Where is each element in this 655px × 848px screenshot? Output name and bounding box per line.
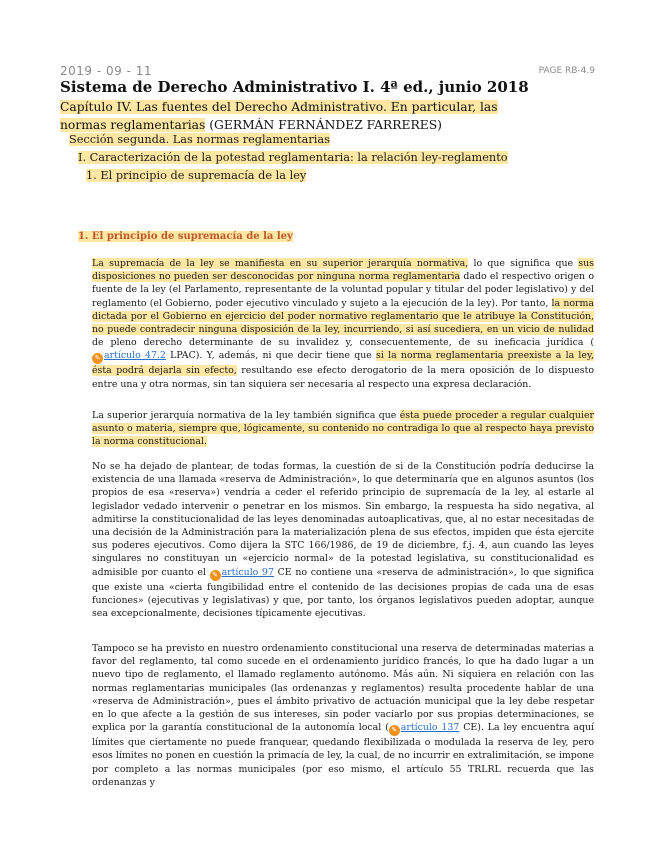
breadcrumb-section-label: Sección segunda. Las normas reglamentarias bbox=[69, 133, 330, 146]
document-date: 2019 - 09 - 11 bbox=[60, 64, 152, 78]
paragraph-3 bbox=[92, 460, 594, 620]
reference-link[interactable]: artículo 137 bbox=[400, 722, 460, 734]
pencil-icon: ✎ bbox=[210, 570, 221, 581]
legal-reference[interactable] bbox=[210, 567, 274, 578]
highlight: sus disposiciones no pueden ser desconocidas por ninguna norma reglamentaria bbox=[92, 258, 594, 283]
breadcrumb-subsection[interactable] bbox=[78, 151, 508, 164]
legal-reference[interactable] bbox=[92, 350, 166, 361]
pencil-icon: ✎ bbox=[389, 725, 400, 736]
breadcrumb-subsection-label: I. Caracterización de la potestad reglamentaria: la relación ley-reglamento bbox=[78, 151, 508, 164]
breadcrumb-section[interactable] bbox=[69, 133, 330, 146]
text: No se ha dejado de plantear, de todas formas, la cuestión de si de la Constitución podría deducirse la existencia de una llamada «reserva de Administración», lo que determinaría que en algunos asuntos (los propios de esa «reserva») vendría a ceder el referido principio de supremacía de la ley, al estarle al legislador vedado intervenir o penetrar en los mismos. Sin embargo, la respuesta ha sido negativa, al admitirse la constitucionalidad de las leyes denominadas autoaplicativas, que, al no estar necesitadas de una decisión de la Administración para la materialización plena de sus efectos, impiden que ésta ejercite sus poderes ejecutivos. Como dijera la STC 166/1986, de 19 de diciembre, f.j. 4, aun cuando las leyes singulares no constituyan un «ejercicio normal» de la potestad legislativa, su constitucionalidad es admisible por cuanto el bbox=[92, 461, 594, 578]
text: CE). La ley encuentra aquí límites que ciertamente no puede franquear, quedando flexibilizada o modulada la reserva de ley, pero esos límites no ponen en cuestión la primacía de ley, la cual, de no incurrir en extralimitación, se impone por completo a las normas municipales (por eso mismo, el artículo 55 TRLRL recuerda que las ordenanzas y bbox=[92, 722, 594, 788]
paragraph-1 bbox=[92, 257, 594, 391]
highlight: la norma dictada por el Gobierno en ejercicio del poder normativo reglamentario que le atribuye la Constitución, no puede contradecir ninguna disposición de la ley, incurriendo, si así sucediera, en un vicio de nulidad bbox=[92, 297, 594, 336]
pencil-icon: ✎ bbox=[92, 353, 103, 364]
text: LPAC). Y, además, ni que decir tiene que bbox=[165, 350, 377, 362]
breadcrumb-item-label: 1. El principio de supremacía de la ley bbox=[86, 169, 307, 182]
paragraph-4 bbox=[92, 642, 594, 789]
book-title: Sistema de Derecho Administrativo I. 4ª ed., junio 2018 bbox=[60, 78, 529, 96]
section-heading-label: 1. El principio de supremacía de la ley bbox=[78, 231, 293, 242]
highlight: ésta puede proceder a regular cualquier asunto o materia, siempre que, lógicamente, su contenido no contradiga lo que al respecto haya previsto la norma constitucional. bbox=[92, 410, 594, 448]
highlight: si la norma reglamentaria preexiste a la ley, ésta podrá dejarla sin efecto, bbox=[92, 350, 594, 377]
chapter-title: Capítulo IV. Las fuentes del Derecho Administrativo. En particular, las normas reglamentarias bbox=[60, 100, 498, 132]
chapter-author: (GERMÁN FERNÁNDEZ FARRERES) bbox=[209, 118, 442, 132]
reference-link[interactable]: artículo 97 bbox=[221, 566, 274, 578]
section-heading bbox=[78, 231, 293, 242]
text: resultando ese efecto derogatorio de la mera oposición de lo dispuesto entre una y otra normas, sin tan siquiera ser necesaria al respecto una expresa declaración. bbox=[92, 365, 594, 390]
text: Tampoco se ha previsto en nuestro ordenamiento constitucional una reserva de determinadas materias a favor del reglamento, tal como sucede en el ordenamiento jurídico francés, lo que ha dado lugar a un nuevo tipo de reglamento, el llamado reglamento autónomo. Más aún. Ni siquiera en relación con las normas reglamentarias municipales (las ordenanzas y reglamentos) resulta procedente hablar de una «reserva de Administración», pues el ámbito privativo de actuación municipal que la ley debe respetar en lo que afecte a la gestión de sus intereses, sin poder vaciarlo por sus propias determinaciones, se explica por la garantía constitucional de la autonomía local ( bbox=[92, 643, 594, 734]
text: de pleno derecho determinante de su invalidez y, consecuentemente, de su ineficacia jurídica ( bbox=[92, 337, 594, 349]
page-reference: PAGE RB-4.9 bbox=[538, 66, 595, 76]
text: La superior jerarquía normativa de la ley también significa que bbox=[92, 410, 400, 421]
highlight: La supremacía de la ley se manifiesta en su superior jerarquía normativa, bbox=[92, 258, 469, 269]
reference-link[interactable]: artículo 47.2 bbox=[104, 350, 166, 362]
chapter-heading bbox=[60, 98, 510, 134]
text: CE no contiene una «reserva de administración», lo que significa que existe una «cierta fungibilidad entre el contenido de las decisiones propias de cada una de esas funciones» (ejecutivas y legislativas) y que, por tanto, los órganos legislativos pueden adoptar, aunque sea excepcionalmente, decisiones típicamente ejecutivas. bbox=[92, 566, 594, 620]
text: lo que significa que bbox=[468, 258, 579, 269]
paragraph-2 bbox=[92, 409, 594, 449]
legal-reference[interactable] bbox=[389, 722, 460, 733]
text: dado el respectivo origen o fuente de la ley (el Parlamento, representante de la voluntad popular y titular del poder legislativo) y del reglamento (el Gobierno, poder ejecutivo vinculado y sujeto a la ejecución de la ley). Por tanto, bbox=[92, 271, 594, 309]
breadcrumb-item[interactable] bbox=[86, 169, 306, 182]
